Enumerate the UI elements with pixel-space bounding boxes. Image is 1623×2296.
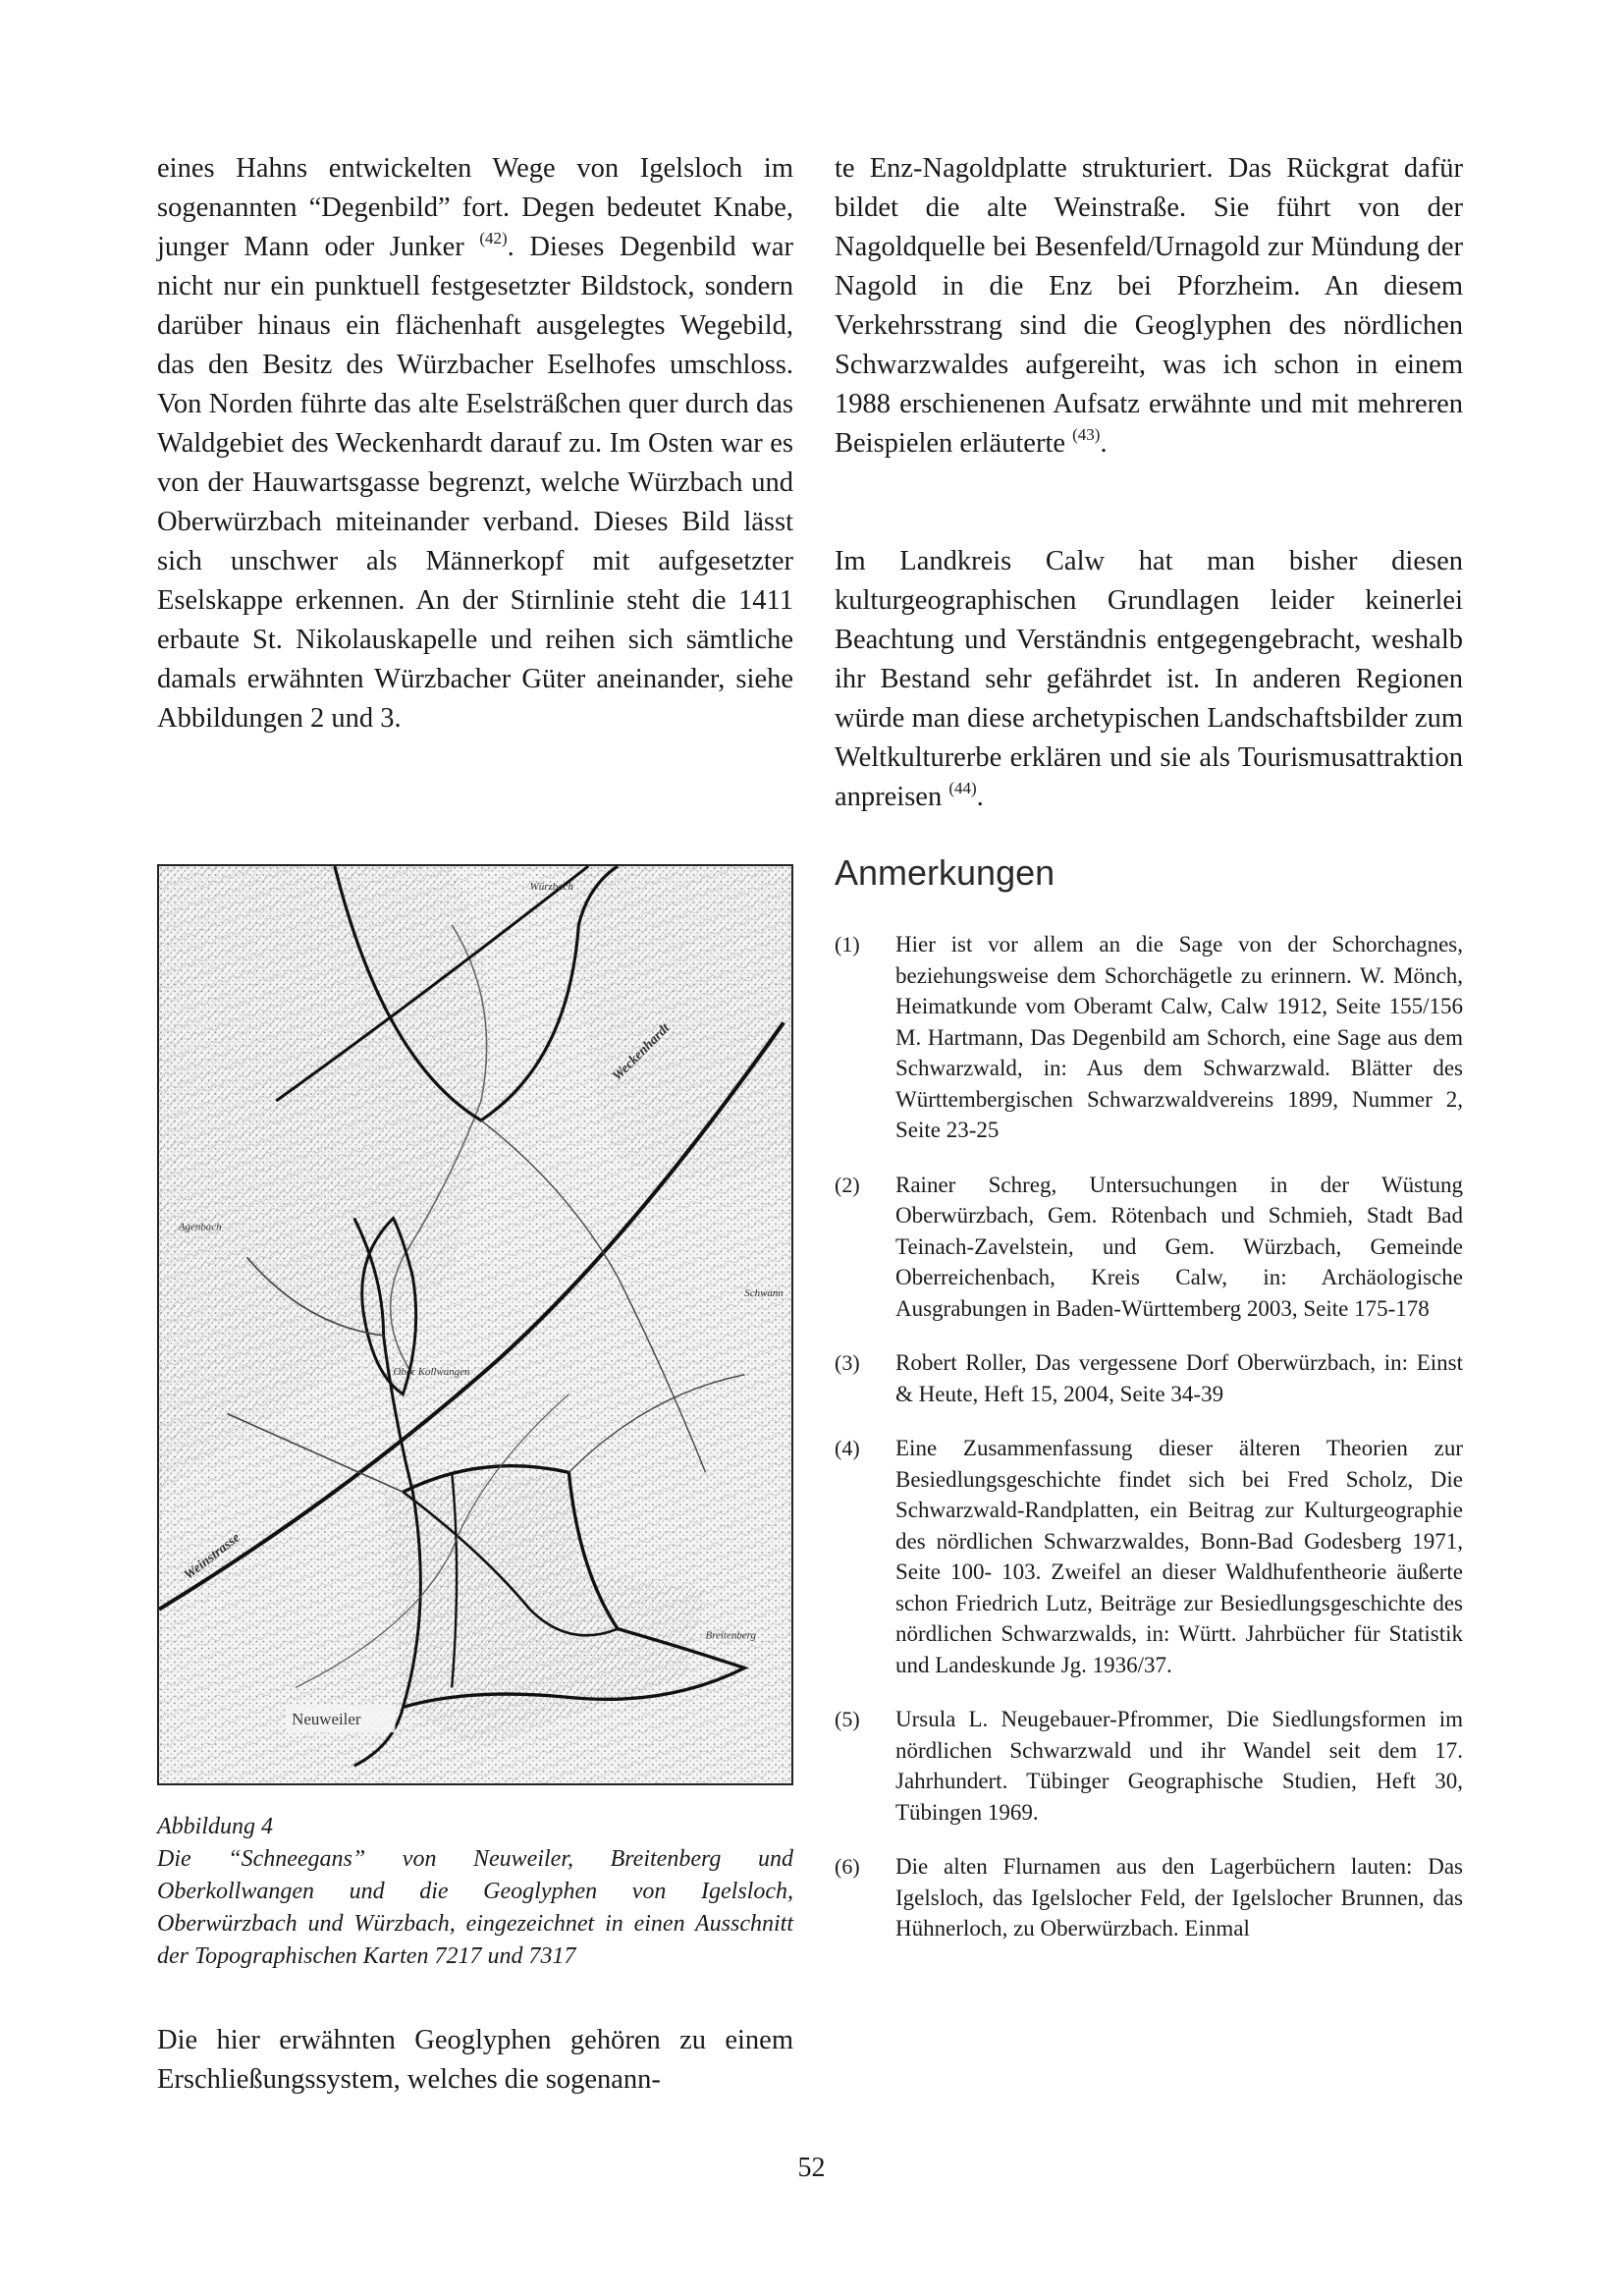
note-item: [835, 1433, 1463, 1680]
notes-heading: Anmerkungen: [835, 852, 1055, 893]
caption-text: Die “Schneegans” von Neuweiler, Breitenberg und Oberkollwangen und die Geoglyphen von Igelsloch, Oberwürzbach und Würzbach, eingezeichnet in einen Ausschnitt der Topographischen Karten 7217 und 7317: [157, 1846, 793, 1969]
map-label-wurzbach: Würzbach: [529, 880, 573, 893]
note-item: [835, 929, 1463, 1146]
paragraph-text: .: [976, 782, 984, 812]
paragraph-text: eines Hahns entwickelten Wege von Igelsloch im sogenannten “Degenbild” fort. Degen bedeutet Knabe, junger Mann oder Junker: [157, 153, 793, 262]
map-label-ober-kollwangen: Ober Kollwangen: [393, 1365, 470, 1378]
map-label-schwann: Schwann: [744, 1287, 784, 1300]
note-number: (4): [835, 1436, 860, 1460]
paragraph-text: .: [1100, 428, 1108, 459]
note-text: Hier ist vor allem an die Sage von der Schorchagnes, beziehungsweise dem Schorchägetle zu erinnern. W. Mönch, Heimatkunde vom Oberamt Calw, Calw 1912, Seite 155/156 M. Hartmann, Das Degenbild am Schorch, eine Sage aus dem Schwarzwald, in: Aus dem Schwarzwald. Blätter des Württembergischen Schwarzwaldvereins 1899, Nummer 2, Seite 23-25: [895, 932, 1463, 1142]
body-paragraph-left-bottom: Die hier erwähnten Geoglyphen gehören zu einem Erschließungssystem, welches die sogenann-: [157, 2025, 793, 2095]
note-text: Eine Zusammenfassung dieser älteren Theorien zur Besiedlungsgeschichte findet sich bei Fred Scholz, Die Schwarzwald-Randplatten, ein Beitrag zur Kulturgeographie des nördlichen Schwarzwaldes, Bonn-Bad Godesberg 1971, Seite 100- 103. Zweifel an dieser Waldhufentheorie äußerte schon Friedrich Lutz, Beiträge zur Besiedlungsgeschichte des nördlichen Schwarzwalds, in: Württ. Jahrbücher für Statistik und Landeskunde Jg. 1936/37.: [895, 1436, 1463, 1677]
footnote-reference: (43): [1072, 425, 1101, 444]
footnote-reference: (44): [948, 779, 977, 797]
map-label-breitenberg: Breitenberg: [705, 1629, 756, 1642]
note-item: [835, 1851, 1463, 1944]
map-label-weinstrasse: Weinstrasse: [182, 1530, 243, 1584]
body-paragraph-right-1: [835, 149, 1463, 464]
paragraph-text: te Enz-Nagoldplatte strukturiert. Das Rückgrat dafür bildet die alte Weinstraße. Sie führt von der Nagoldquelle bei Besenfeld/Urnagold zur Mündung der Nagold in die Enz bei Pforzheim. An diesem Verkehrsstrang sind die Geoglyphen des nördlichen Schwarzwaldes aufgereiht, was ich schon in einem 1988 erschienenen Aufsatz erwähnte und mit mehreren Beispielen erläuterte: [835, 153, 1463, 459]
note-text: Die alten Flurnamen aus den Lagerbüchern lauten: Das Igelsloch, das Igelslocher Feld, der Igelslocher Brunnen, das Hühnerloch, zu Oberwürzbach. Einmal: [895, 1854, 1463, 1941]
note-text: Rainer Schreg, Untersuchungen in der Wüstung Oberwürzbach, Gem. Rötenbach und Schmieh, Stadt Bad Teinach-Zavelstein, und Gem. Würzbach, Gemeinde Oberreichenbach, Kreis Calw, in: Archäologische Ausgrabungen in Baden-Württemberg 2003, Seite 175-178: [895, 1172, 1463, 1321]
paragraph-text: Im Landkreis Calw hat man bisher diesen kulturgeographischen Grundlagen leider keinerlei Beachtung und Verständnis entgegengebracht, weshalb ihr Bestand sehr gefährdet ist. In anderen Regionen würde man diese archetypischen Landschaftsbilder zum Weltkulturerbe erklären und sie als Tourismusattraktion anpreisen: [835, 546, 1463, 812]
note-item: [835, 1347, 1463, 1409]
paragraph-text: . Dieses Degenbild war nicht nur ein punktuell festgesetzter Bildstock, sondern darüber hinaus ein flächenhaft ausgelegtes Wegebild, das den Besitz des Würzbacher Eselhofes umschloss. Von Norden führte das alte Eselsträßchen quer durch das Waldgebiet des Weckenhardt darauf zu. Im Osten war es von der Hauwartsgasse begrenzt, welche Würzbach und Oberwürzbach miteinander verband. Dieses Bild lässt sich unschwer als Männerkopf mit aufgesetzter Eselskappe erkennen. An der Stirnlinie steht die 1411 erbaute St. Nikolauskapelle und reihen sich sämtliche damals erwähnten Würzbacher Güter aneinander, siehe Abbildungen 2 und 3.: [157, 232, 794, 734]
note-number: (2): [835, 1172, 860, 1197]
notes-list: [835, 929, 1463, 1968]
body-paragraph-right-2: [835, 542, 1463, 817]
page-number: 52: [797, 2153, 826, 2183]
note-item: [835, 1170, 1463, 1325]
note-item: [835, 1704, 1463, 1828]
map-label-weckenhardt: Weckenhardt: [610, 1020, 674, 1084]
note-number: (5): [835, 1707, 860, 1731]
note-text: Ursula L. Neugebauer-Pfrommer, Die Siedlungsformen im nördlichen Schwarzwald und ihr Wandel seit dem 17. Jahrhundert. Tübinger Geographische Studien, Heft 30, Tübingen 1969.: [895, 1707, 1463, 1825]
note-number: (1): [835, 932, 860, 957]
note-number: (3): [835, 1350, 860, 1375]
topographic-map-figure: [157, 864, 793, 1785]
map-drawing: [159, 866, 791, 1783]
map-label-agenbach: Agenbach: [178, 1221, 222, 1233]
map-label-neuweiler: Neuweiler: [292, 1710, 361, 1729]
caption-title: Abbildung 4: [157, 1814, 273, 1839]
footnote-reference: (42): [479, 229, 508, 247]
body-paragraph-left-top: [157, 149, 793, 738]
note-text: Robert Roller, Das vergessene Dorf Oberwürzbach, in: Einst & Heute, Heft 15, 2004, Seite 34-39: [895, 1350, 1463, 1406]
note-number: (6): [835, 1854, 860, 1879]
figure-caption: [157, 1811, 793, 1973]
